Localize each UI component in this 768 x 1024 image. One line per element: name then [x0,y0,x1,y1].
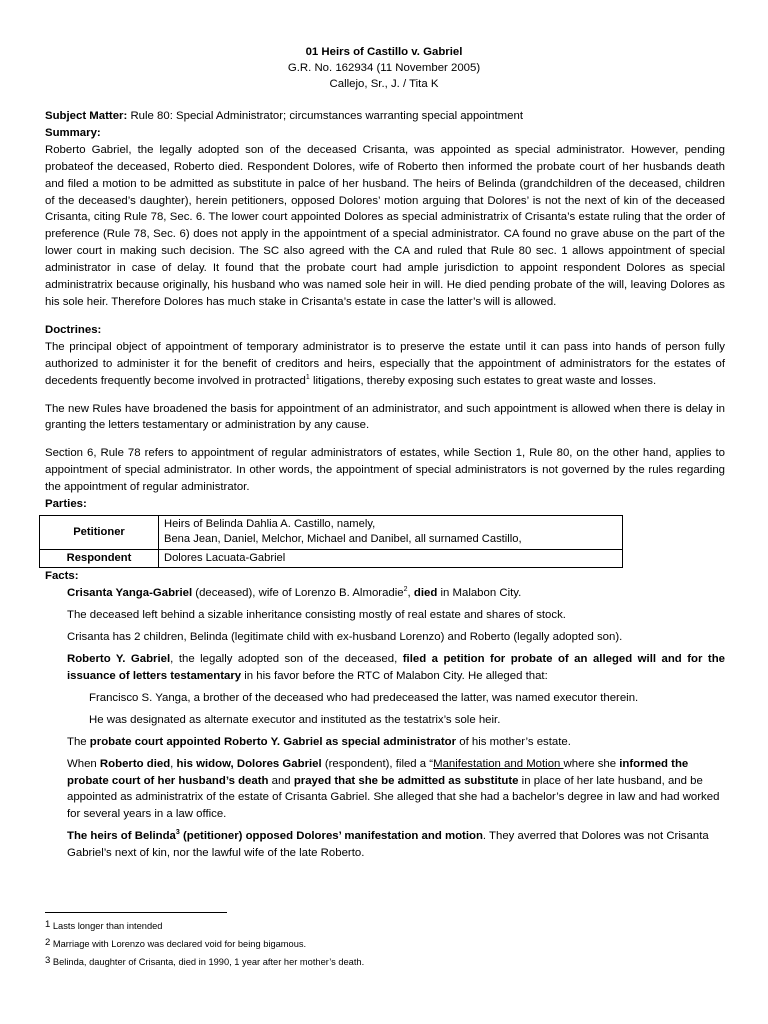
subject-label: Subject Matter: [45,110,128,122]
petitioner-row [40,515,623,549]
fact-4 [67,651,725,685]
fact-6-b4: prayed that she be admitted as substitute [293,774,519,787]
respondent-row [40,549,623,568]
fact-2: The deceased left behind a sizable inheritance consisting mostly of real estate and shares of stock. [67,609,566,622]
footnote-2-text: Marriage with Lorenzo was declared void for being bigamous. [52,939,307,949]
case-gr-number: G.R. No. 162934 (11 November 2005) [287,62,481,74]
footnote-ref-2: 2 [403,586,408,594]
fact-5 [67,734,725,751]
footnote-3 [45,956,725,969]
footnote-1-number: 1 [45,919,51,930]
fact-3: Crisanta has 2 children, Belinda (legitimate child with ex-husband Lorenzo) and Roberto (legally adopted son). [67,631,623,644]
fact-1-died: died [413,587,438,600]
fact-1-comma: , [407,587,414,600]
respondent-label: Respondent [40,549,159,568]
doctrine-1-text-cont: litigations, thereby exposing such estates to great waste and losses. [309,374,657,387]
fact-6-b3: informed the probate court of her husband’s death [67,757,689,787]
petitioner-value [159,515,623,549]
parties-table [39,515,623,569]
fact-6-underlined: Manifestation and Motion [433,757,564,770]
footnote-2-number: 2 [45,937,51,948]
doctrines-heading: Doctrines: [45,323,102,336]
footnote-divider [45,912,227,913]
fact-6-f: and [268,774,294,787]
fact-7 [67,828,725,862]
footnote-3-number: 3 [45,955,51,966]
footnote-1-text: Lasts longer than intended [52,921,163,931]
fact-6-g: in place of her late husband, and be appointed as administratrix of the estate of Crisanta Gabriel. She alleged that she had a bachelor’s degree in law and had worked for several years in a law office. [67,774,720,821]
subject-matter [45,108,725,125]
summary-heading: Summary: [45,126,101,139]
doctrine-1-text: The principal object of appointment of temporary administrator is to preserve the estate until it can pass into hands of person fully authorized to administer it for the benefit of creditors and heirs, especially that the appointment of administrators for the estates of decedents frequently become involved in protracted [45,340,725,387]
fact-6 [67,756,725,824]
fact-7-bold-2: (petitioner) opposed Dolores’ manifestation and motion [179,830,483,843]
case-header [0,44,768,92]
doctrine-paragraph-3: Section 6, Rule 78 refers to appointment of regular administrators of estates, while Section 1, Rule 80, on the other hand, applies to appointment of special administrator. In other words, the appointment of special administrators is not governed by the rules regarding the appointment of regular administrator. [45,447,725,494]
fact-5-start: The [67,735,90,748]
fact-allegation-2: He was designated as alternate executor and instituted as the testatrix’s sole heir. [89,713,501,726]
footnote-1 [45,920,725,933]
fact-6-a: When [67,757,100,770]
doctrine-paragraph-2: The new Rules have broadened the basis for appointment of an administrator, and such appointment is allowed when there is delay in granting the letters testamentary or administration by any cause. [45,402,725,432]
fact-5-bold: probate court appointed Roberto Y. Gabriel as special administrator [89,735,457,748]
fact-4-end: in his favor before the RTC of Malabon City. He alleged that: [241,669,548,682]
fact-4-text: , the legally adopted son of the deceased, [170,653,403,666]
summary-text: Roberto Gabriel, the legally adopted son of the deceased Crisanta, was appointed as special administrator. However, pending probateof the deceased, Roberto died. Respondent Dolores, wife of Roberto then informed the probate court of her husbands death and filed a motion to be admitted as substitute in palce of her husband. The heirs of Belinda (grandchildren of the deceased, children of the deceased’s daughter), herein petitioners, opposed Dolores’ motion arguing that Dolores’ is not the next of kin of the deceased Crisanta, citing Rule 78, Sec. 6. The lower court appointed Dolores as special administratrix of Crisanta’s estate ruling that the order of preference (Rule 78, Sec. 6) does not apply in the appointment of a special administrator. CA found no grave abuse on the part of the lower court in making such decision. The SC also agreed with the CA and ruled that Rule 80 sec. 1 allows appointment of special administrator in case of delay. It found that the probate court had ample jurisdiction to appoint respondent Dolores as special administratrix because originally, his husband who was named sole heir in will. He died pending probate of the will, leaving Dolores as his sole heir. Therefore Dolores has much stake in Crisanta’s estate in case the latter’s will is allowed. [45,143,725,308]
footnotes [45,912,725,974]
fact-1-text: (deceased), wife of Lorenzo B. Almoradie [192,587,404,600]
case-title: 01 Heirs of Castillo v. Gabriel [305,46,463,58]
footnote-ref-3: 3 [175,829,180,837]
fact-4-bold-name: Roberto Y. Gabriel [67,653,171,666]
petitioner-line-2: Bena Jean, Daniel, Melchor, Michael and Danibel, all surnamed Castillo, [164,533,522,546]
document-body [45,108,725,862]
footnote-2 [45,938,725,951]
case-ponente: Callejo, Sr., J. / Tita K [329,78,439,90]
fact-6-b1: Roberto died [99,757,171,770]
fact-1-end: in Malabon City. [437,587,522,600]
fact-5-end: of his mother’s estate. [456,735,571,748]
footnote-3-text: Belinda, daughter of Crisanta, died in 1990, 1 year after her mother’s death. [52,957,365,967]
fact-4-bold-petition: filed a petition for probate of an alleged will and for the issuance of letters testamentary [67,653,725,682]
doctrine-paragraph-1 [45,339,725,390]
fact-1-bold: Crisanta Yanga-Gabriel [67,587,193,600]
petitioner-line-1: Heirs of Belinda Dahlia A. Castillo, namely, [164,517,376,530]
fact-7-bold: The heirs of Belinda [67,830,176,843]
facts-list [45,585,725,862]
subject-text: Rule 80: Special Administrator; circumstances warranting special appointment [127,110,523,122]
footnote-ref-1: 1 [305,373,310,381]
petitioner-label: Petitioner [40,515,159,549]
fact-6-e: where she [563,757,620,770]
fact-6-c: , [170,757,177,770]
facts-heading: Facts: [45,570,79,583]
parties-heading: Parties: [45,498,87,511]
fact-1 [67,585,725,602]
fact-7-end: . They averred that Dolores was not Crisanta Gabriel’s next of kin, nor the lawful wife of the late Roberto. [67,830,709,860]
respondent-value: Dolores Lacuata-Gabriel [159,549,623,568]
fact-allegation-1: Francisco S. Yanga, a brother of the deceased who had predeceased the latter, was named executor therein. [89,691,639,704]
fact-6-b2: his widow, Dolores Gabriel [176,757,322,770]
fact-6-d: (respondent), filed a “ [321,757,434,770]
